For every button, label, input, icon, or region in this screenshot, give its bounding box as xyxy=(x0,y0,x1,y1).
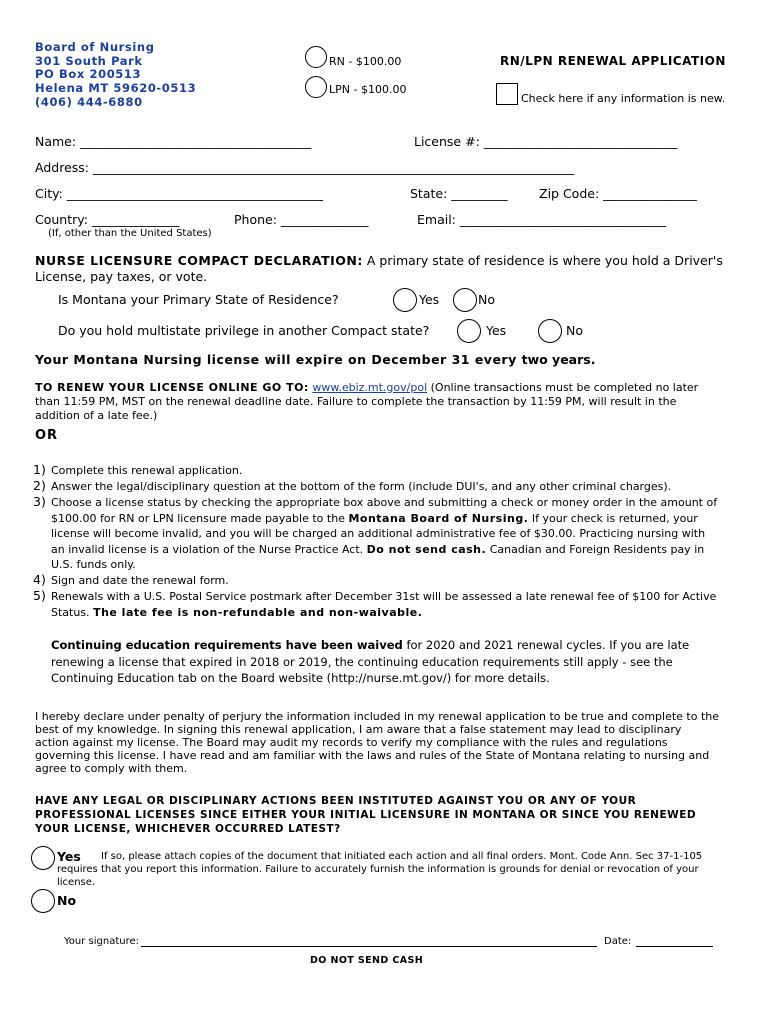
step-3-line-1: Choose a license status by checking the appropriate box above and submitting a check or money order in the amount of xyxy=(51,496,718,509)
step-3-no-cash: Do not send cash. xyxy=(366,543,487,556)
step-2-text: Answer the legal/disciplinary question at the bottom of the form (include DUI's, and any other criminal charges). xyxy=(51,480,672,493)
expiration-notice-text: Your Montana Nursing license will expire on December 31 every xyxy=(35,352,517,367)
step-3-number: 3) xyxy=(33,494,46,509)
step-5-number: 5) xyxy=(33,588,46,603)
board-street: 301 South Park xyxy=(35,53,143,68)
legal-no-label: No xyxy=(57,893,77,908)
multistate-yes-radio[interactable] xyxy=(457,319,481,343)
compact-heading: NURSE LICENSURE COMPACT DECLARATION: xyxy=(35,253,363,268)
declaration-line-2: best of my knowledge. In signing this renewal application, I am aware that a false statement may lead to disciplinary xyxy=(35,723,682,736)
legal-yes-label: Yes xyxy=(57,849,81,864)
footer-no-cash: DO NOT SEND CASH xyxy=(310,955,424,966)
ce-line-2: renewing a license that expired in 2018 or 2019, the continuing education requirements still apply - see the xyxy=(51,655,673,669)
board-address xyxy=(35,41,196,110)
board-city: Helena MT 59620-0513 xyxy=(35,81,197,96)
country-note: (If, other than the United States) xyxy=(48,228,212,239)
board-phone: (406) 444-6880 xyxy=(35,94,143,109)
online-renewal-text-2: than 11:59 PM, MST on the renewal deadline date. Failure to complete the transaction by 11:59 PM, will result in the xyxy=(35,395,677,408)
ce-line-3: Continuing Education tab on the Board website (http://nurse.mt.gov/) for more details. xyxy=(51,671,550,685)
step-3-line-2-a: $100.00 for RN or LPN licensure made payable to the xyxy=(51,512,345,525)
step-5-line-2 xyxy=(51,606,422,619)
step-3-line-4 xyxy=(51,543,704,556)
step-3-line-4-a: an invalid license is a violation of the Nurse Practice Act. xyxy=(51,543,364,556)
multistate-no-label: No xyxy=(566,323,583,338)
declaration-line-1: I hereby declare under penalty of perjury the information included in my renewal application to be true and complete to the xyxy=(35,710,720,723)
city-field[interactable]: City: _________________________________________ xyxy=(35,186,324,201)
state-field[interactable]: State: _________ xyxy=(410,186,508,201)
address-field[interactable]: Address: _____________________________________________________________________________ xyxy=(35,160,575,175)
form-title: RN/LPN RENEWAL APPLICATION xyxy=(500,54,726,68)
expiration-notice-emphasis: two years. xyxy=(521,352,596,367)
legal-yes-text-1: If so, please attach copies of the document that initiated each action and all final orders. Mont. Code Ann. Sec 37-1-105 xyxy=(101,851,703,862)
step-5-line-1: Renewals with a U.S. Postal Service postmark after December 31st will be assessed a late renewal fee of $100 for Active xyxy=(51,590,717,603)
step-3-line-2-c: If your check is returned, your xyxy=(531,512,698,525)
online-renewal-label: TO RENEW YOUR LICENSE ONLINE GO TO: xyxy=(35,381,309,394)
email-field[interactable]: Email: _________________________________ xyxy=(417,212,667,227)
phone-field[interactable]: Phone: ______________ xyxy=(234,212,369,227)
or-label: OR xyxy=(35,428,59,443)
license-number-field[interactable]: License #: _______________________________ xyxy=(414,134,678,149)
primary-residence-question: Is Montana your Primary State of Residence? xyxy=(58,292,339,307)
legal-question-line-3: YOUR LICENSE, WHICHEVER OCCURRED LATEST? xyxy=(35,823,341,835)
lpn-radio[interactable] xyxy=(305,76,327,98)
rn-label: RN - $100.00 xyxy=(329,55,402,68)
declaration-line-5: agree to comply with them. xyxy=(35,762,188,775)
new-info-label: Check here if any information is new. xyxy=(521,92,726,105)
step-3-line-4-c: Canadian and Foreign Residents pay in xyxy=(489,543,705,556)
legal-question-line-2: PROFESSIONAL LICENSES SINCE EITHER YOUR INITIAL LICENSURE IN MONTANA OR SINCE YOU RENEWED xyxy=(35,809,697,821)
expiration-notice xyxy=(35,352,595,367)
ce-line-1 xyxy=(51,638,689,652)
multistate-question: Do you hold multistate privilege in another Compact state? xyxy=(58,323,430,338)
online-renewal-text-3: addition of a late fee.) xyxy=(35,409,158,422)
legal-question-line-1: HAVE ANY LEGAL OR DISCIPLINARY ACTIONS BEEN INSTITUTED AGAINST YOU OR ANY OF YOUR xyxy=(35,795,637,807)
primary-residence-no-radio[interactable] xyxy=(453,288,477,312)
step-3-payee: Montana Board of Nursing. xyxy=(348,512,529,525)
legal-no-radio[interactable] xyxy=(31,889,55,913)
signature-line[interactable] xyxy=(141,946,597,947)
primary-residence-no-label: No xyxy=(478,292,495,307)
declaration-line-3: action against my license. The Board may audit my records to verify my compliance with the rules and regulations xyxy=(35,736,668,749)
online-renewal-link[interactable]: www.ebiz.mt.gov/pol xyxy=(312,381,428,394)
step-5-line-2-a: Status. xyxy=(51,606,90,619)
step-4-text: Sign and date the renewal form. xyxy=(51,574,229,587)
step-1-text: Complete this renewal application. xyxy=(51,464,243,477)
step-1-number: 1) xyxy=(33,462,46,477)
new-info-checkbox[interactable] xyxy=(496,83,518,105)
step-3-line-2 xyxy=(51,512,698,525)
signature-label: Your signature: xyxy=(64,936,139,947)
legal-yes-radio[interactable] xyxy=(31,846,55,870)
primary-residence-yes-label: Yes xyxy=(419,292,440,307)
country-field[interactable]: Country: ______________ xyxy=(35,212,180,227)
step-4-number: 4) xyxy=(33,572,46,587)
legal-yes-text-2: requires that you report this information. Failure to accurately furnish the information is grounds for denial or revocation of your xyxy=(57,864,699,875)
primary-residence-yes-radio[interactable] xyxy=(393,288,417,312)
step-2-number: 2) xyxy=(33,478,46,493)
zip-field[interactable]: Zip Code: _______________ xyxy=(539,186,697,201)
ce-waived: Continuing education requirements have been waived xyxy=(51,638,403,652)
online-renewal-line-1 xyxy=(35,381,698,394)
multistate-no-radio[interactable] xyxy=(538,319,562,343)
date-label: Date: xyxy=(604,936,632,947)
multistate-yes-label: Yes xyxy=(486,323,507,338)
declaration-line-4: governing this license. I have read and am familiar with the laws and rules of the State of Montana relating to nursing and xyxy=(35,749,710,762)
board-po-box: PO Box 200513 xyxy=(35,67,142,82)
online-renewal-text-1: (Online transactions must be completed no later xyxy=(430,381,699,394)
step-3-line-3: license will become invalid, and you will be charged an additional administrative fee of $30.00. Practicing nursing with xyxy=(51,527,706,540)
step-5-late-fee: The late fee is non-refundable and non-waivable. xyxy=(93,606,423,619)
legal-yes-text-3: license. xyxy=(57,877,96,888)
lpn-label: LPN - $100.00 xyxy=(329,83,407,96)
step-3-line-5: U.S. funds only. xyxy=(51,558,136,571)
name-field[interactable]: Name: _____________________________________ xyxy=(35,134,312,149)
compact-text-1: A primary state of residence is where you hold a Driver's xyxy=(366,253,723,268)
rn-radio[interactable] xyxy=(305,46,327,68)
compact-declaration xyxy=(35,253,723,268)
compact-text-2: License, pay taxes, or vote. xyxy=(35,269,208,284)
date-line[interactable] xyxy=(636,946,713,947)
board-name: Board of Nursing xyxy=(35,40,155,54)
ce-line-1-text: for 2020 and 2021 renewal cycles. If you are late xyxy=(406,638,690,652)
